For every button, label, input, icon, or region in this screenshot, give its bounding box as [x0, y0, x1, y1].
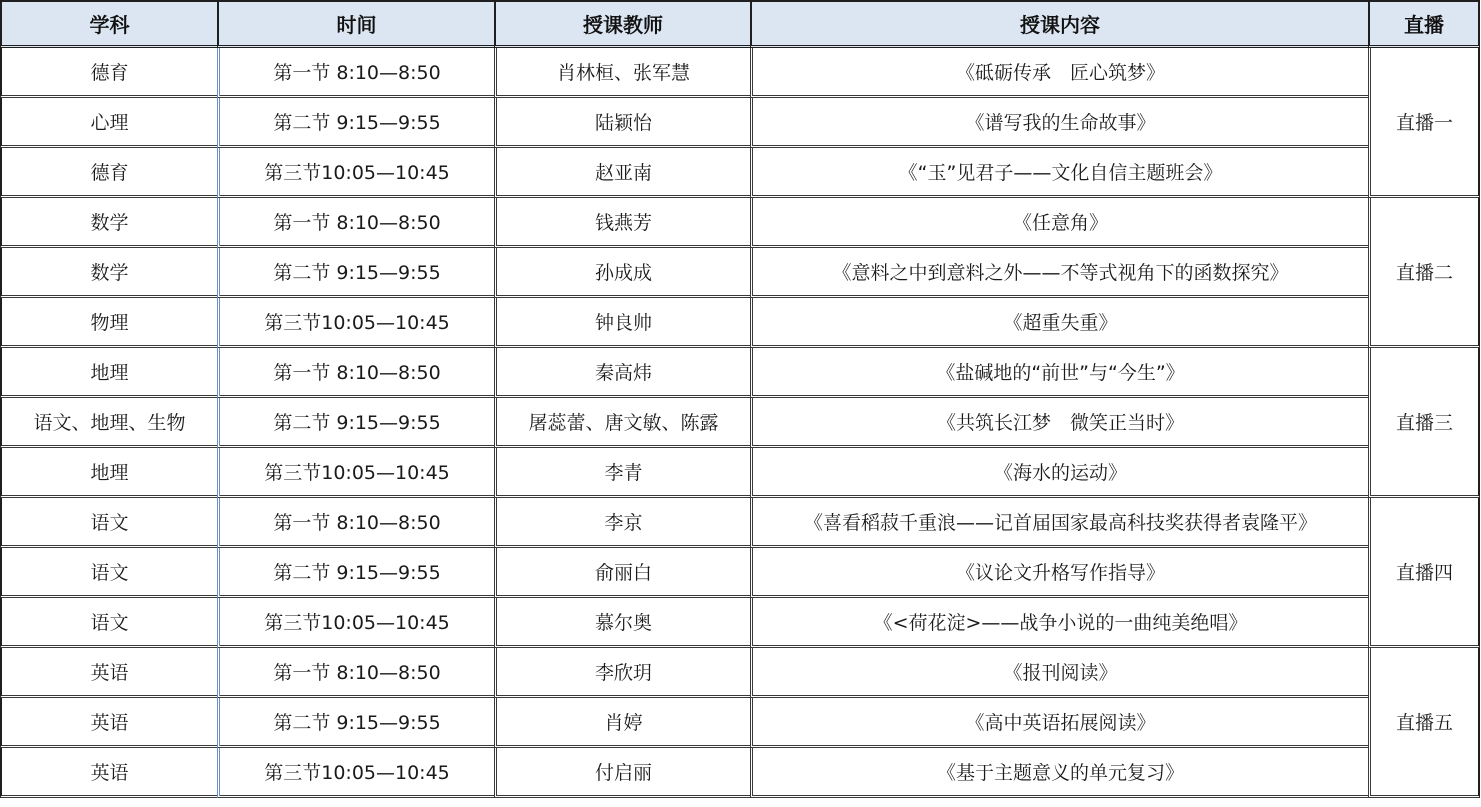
- time-cell: 第二节 9:15—9:55: [217, 248, 494, 298]
- subject-cell: 物理: [0, 298, 217, 348]
- subject-cell: 英语: [0, 748, 217, 798]
- teacher-cell: 陆颖怡: [494, 98, 750, 148]
- teacher-cell: 肖婷: [494, 698, 750, 748]
- content-cell: 《报刊阅读》: [750, 648, 1368, 698]
- subject-cell: 数学: [0, 248, 217, 298]
- table-header: [0, 0, 1480, 48]
- subject-cell: 心理: [0, 98, 217, 148]
- table-row: [0, 748, 1480, 798]
- live-stream-cell-2: 直播二: [1368, 198, 1480, 348]
- live-stream-cell-5: 直播五: [1368, 648, 1480, 798]
- content-cell: 《超重失重》: [750, 298, 1368, 348]
- table-body: [0, 48, 1480, 798]
- content-cell: 《<荷花淀>——战争小说的一曲纯美绝唱》: [750, 598, 1368, 648]
- table-row: [0, 548, 1480, 598]
- teacher-cell: 秦高炜: [494, 348, 750, 398]
- teacher-cell: 屠蕊蕾、唐文敏、陈露: [494, 398, 750, 448]
- time-cell: 第一节 8:10—8:50: [217, 198, 494, 248]
- content-cell: 《高中英语拓展阅读》: [750, 698, 1368, 748]
- content-cell: 《基于主题意义的单元复习》: [750, 748, 1368, 798]
- teacher-cell: 付启丽: [494, 748, 750, 798]
- time-cell: 第三节10:05—10:45: [217, 148, 494, 198]
- live-stream-cell-1: 直播一: [1368, 48, 1480, 198]
- table-row: [0, 298, 1480, 348]
- content-cell: 《“玉”见君子——文化自信主题班会》: [750, 148, 1368, 198]
- table-row: [0, 398, 1480, 448]
- table-row: [0, 148, 1480, 198]
- content-cell: 《任意角》: [750, 198, 1368, 248]
- teacher-cell: 李青: [494, 448, 750, 498]
- time-cell: 第一节 8:10—8:50: [217, 348, 494, 398]
- content-cell: 《共筑长江梦 微笑正当时》: [750, 398, 1368, 448]
- time-cell: 第二节 9:15—9:55: [217, 98, 494, 148]
- header-subject: 学科: [0, 0, 217, 48]
- header-time: 时间: [217, 0, 494, 48]
- time-cell: 第二节 9:15—9:55: [217, 398, 494, 448]
- subject-cell: 地理: [0, 448, 217, 498]
- subject-cell: 英语: [0, 698, 217, 748]
- teacher-cell: 李京: [494, 498, 750, 548]
- subject-cell: 德育: [0, 48, 217, 98]
- time-cell: 第二节 9:15—9:55: [217, 548, 494, 598]
- content-cell: 《议论文升格写作指导》: [750, 548, 1368, 598]
- teacher-cell: 赵亚南: [494, 148, 750, 198]
- table-row: [0, 498, 1480, 548]
- table-row: [0, 598, 1480, 648]
- table-row: [0, 248, 1480, 298]
- header-row: [0, 0, 1480, 48]
- subject-cell: 语文: [0, 598, 217, 648]
- content-cell: 《盐碱地的“前世”与“今生”》: [750, 348, 1368, 398]
- time-cell: 第一节 8:10—8:50: [217, 48, 494, 98]
- time-cell: 第三节10:05—10:45: [217, 298, 494, 348]
- time-cell: 第三节10:05—10:45: [217, 448, 494, 498]
- teacher-cell: 肖林桓、张军慧: [494, 48, 750, 98]
- teacher-cell: 钱燕芳: [494, 198, 750, 248]
- teacher-cell: 慕尔奥: [494, 598, 750, 648]
- live-stream-cell-4: 直播四: [1368, 498, 1480, 648]
- teacher-cell: 孙成成: [494, 248, 750, 298]
- time-cell: 第三节10:05—10:45: [217, 598, 494, 648]
- content-cell: 《喜看稻菽千重浪——记首届国家最高科技奖获得者袁隆平》: [750, 498, 1368, 548]
- time-cell: 第二节 9:15—9:55: [217, 698, 494, 748]
- subject-cell: 英语: [0, 648, 217, 698]
- content-cell: 《意料之中到意料之外——不等式视角下的函数探究》: [750, 248, 1368, 298]
- time-cell: 第一节 8:10—8:50: [217, 498, 494, 548]
- subject-cell: 地理: [0, 348, 217, 398]
- header-live: 直播: [1368, 0, 1480, 48]
- header-teacher: 授课教师: [494, 0, 750, 48]
- content-cell: 《海水的运动》: [750, 448, 1368, 498]
- time-cell: 第三节10:05—10:45: [217, 748, 494, 798]
- live-stream-cell-3: 直播三: [1368, 348, 1480, 498]
- teacher-cell: 钟良帅: [494, 298, 750, 348]
- table-row: [0, 48, 1480, 98]
- table-row: [0, 698, 1480, 748]
- content-cell: 《砥砺传承 匠心筑梦》: [750, 48, 1368, 98]
- table-row: [0, 198, 1480, 248]
- subject-cell: 语文、地理、生物: [0, 398, 217, 448]
- subject-cell: 语文: [0, 498, 217, 548]
- time-cell: 第一节 8:10—8:50: [217, 648, 494, 698]
- subject-cell: 数学: [0, 198, 217, 248]
- subject-cell: 德育: [0, 148, 217, 198]
- table-row: [0, 448, 1480, 498]
- table-row: [0, 648, 1480, 698]
- content-cell: 《谱写我的生命故事》: [750, 98, 1368, 148]
- teacher-cell: 李欣玥: [494, 648, 750, 698]
- subject-cell: 语文: [0, 548, 217, 598]
- teacher-cell: 俞丽白: [494, 548, 750, 598]
- table-row: [0, 348, 1480, 398]
- header-content: 授课内容: [750, 0, 1368, 48]
- table-row: [0, 98, 1480, 148]
